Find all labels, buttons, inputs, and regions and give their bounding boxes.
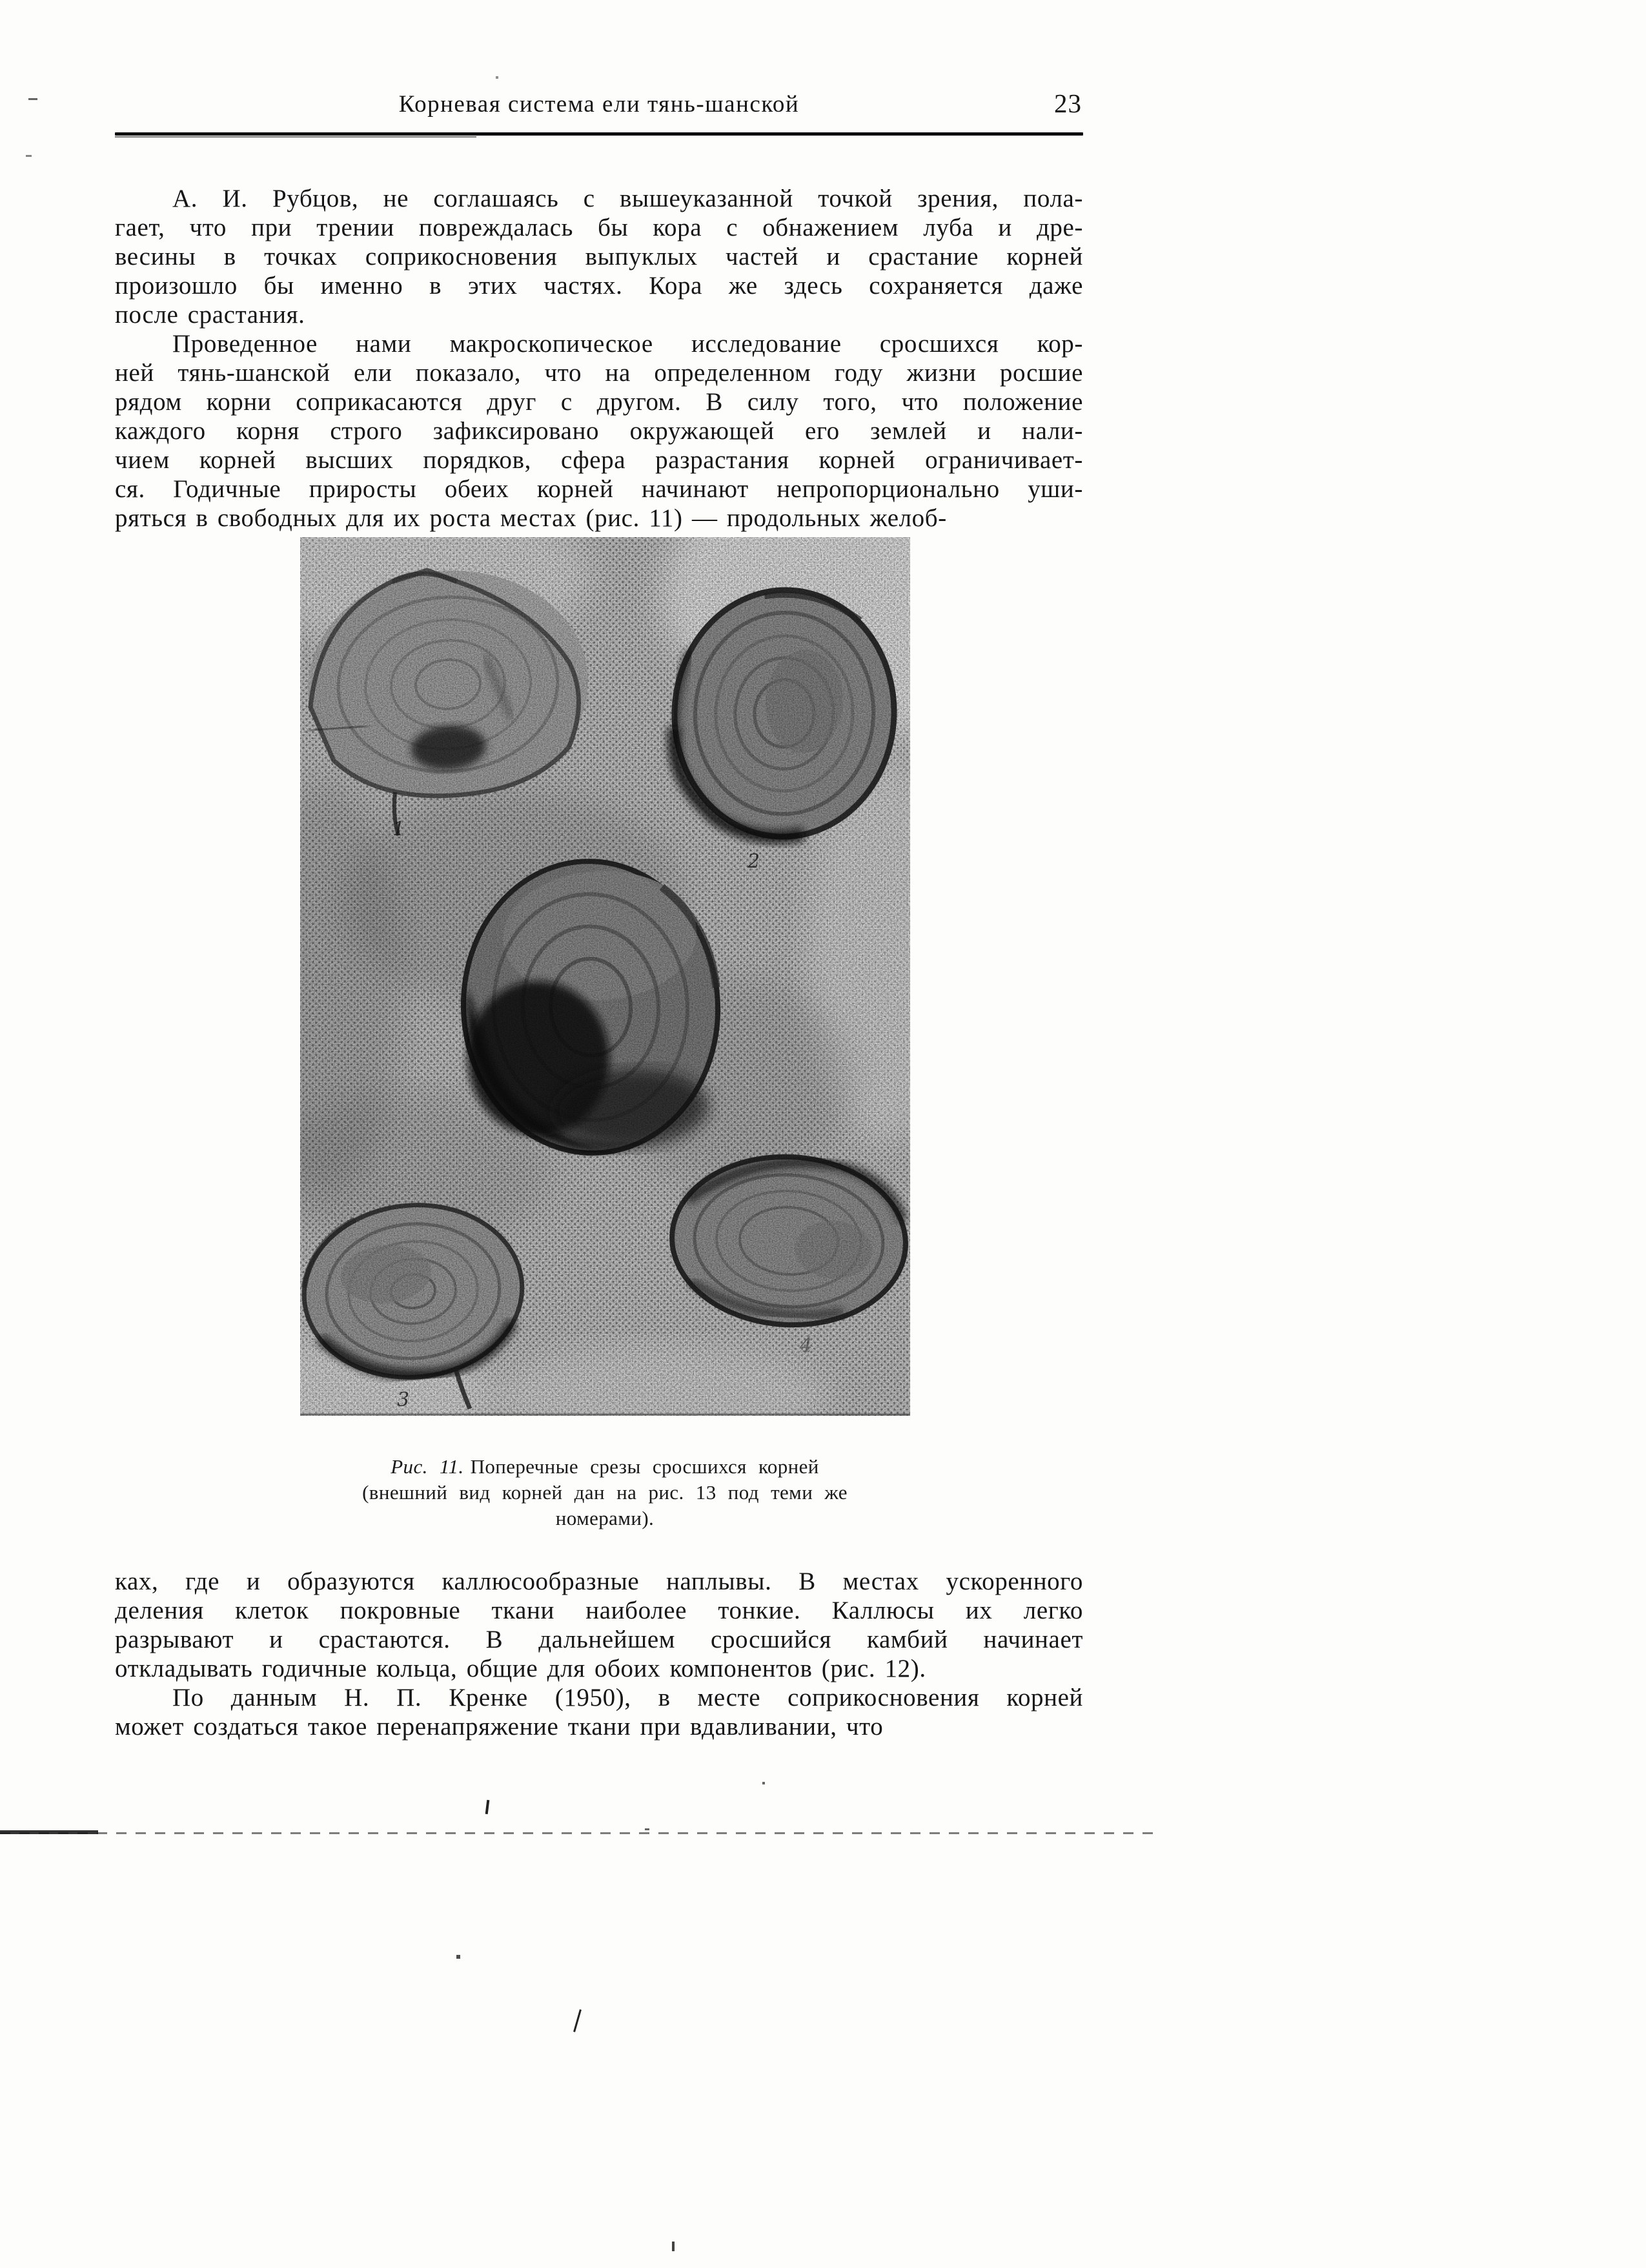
scan-artifact-margin-dash	[28, 98, 37, 100]
header-rule-echo	[115, 136, 476, 138]
paragraph-1	[115, 184, 1083, 329]
running-head	[115, 89, 1083, 120]
text-line: Проведенное нами макроскопическое исследование сросшихся кор-	[172, 330, 1083, 358]
text-line: весины в точках соприкосновения выпуклых частей и срастание корней	[115, 243, 1083, 271]
scan-artifact-speck	[496, 76, 498, 79]
text-line: рядом корни соприкасаются друг с другом. В силу того, что положение	[115, 388, 1083, 416]
figure-caption-text-2: (внешний вид корней дан на рис. 13 под теми же	[362, 1481, 848, 1504]
scan-artifact-speck	[645, 1828, 649, 1830]
paragraph-4	[115, 1683, 1083, 1741]
scan-artifact-margin-dash	[26, 155, 32, 157]
text-line: откладывать годичные кольца, общие для обоих компонентов (рис. 12).	[115, 1655, 926, 1682]
header-rule	[115, 132, 1083, 136]
photo-grain-overlay	[300, 537, 910, 1416]
scan-artifact-tick	[485, 1800, 490, 1814]
text-line: после срастания.	[115, 301, 305, 329]
figure-caption-text-1: Поперечные срезы сросшихся корней	[470, 1455, 819, 1478]
figure-caption-text-3: номерами).	[555, 1507, 655, 1529]
scan-artifact-backslash	[573, 2009, 582, 2032]
running-head-title: Корневая система ели тянь-шанской	[398, 91, 800, 117]
text-line: ся. Годичные приросты обеих корней начинают непропорционально уши-	[115, 475, 1083, 503]
text-line: ней тянь-шанской ели показало, что на определенном году жизни росшие	[115, 359, 1083, 387]
text-line: ках, где и образуются каллюсообразные наплывы. В местах ускоренного	[115, 1568, 1083, 1595]
text-line: ряться в свободных для их роста местах (рис. 11) — продольных желоб-	[115, 504, 947, 532]
text-line: может создаться такое перенапряжение ткани при вдавливании, что	[115, 1713, 884, 1741]
figure-caption-number: Рис. 11.	[391, 1455, 464, 1478]
figure-photo-root-cross-sections	[300, 537, 910, 1416]
scan-artifact-speck	[456, 1955, 460, 1959]
scan-artifact-dashed-line	[0, 1832, 1161, 1834]
scan-artifact-speck	[762, 1782, 765, 1784]
page-number: 23	[1054, 88, 1082, 118]
paragraph-3	[115, 1567, 1083, 1683]
text-line: деления клеток покровные ткани наиболее тонкие. Каллюсы их легко	[115, 1597, 1083, 1624]
text-line: А. И. Рубцов, не соглашаясь с вышеуказанной точкой зрения, пола-	[172, 185, 1083, 212]
paragraph-2	[115, 329, 1083, 533]
text-line: По данным Н. П. Кренке (1950), в месте соприкосновения корней	[172, 1684, 1083, 1711]
figure-caption	[310, 1454, 900, 1531]
text-line: разрывают и срастаются. В дальнейшем сросшийся камбий начинает	[115, 1626, 1083, 1653]
text-line: гает, что при трении повреждалась бы кора с обнажением луба и дре-	[115, 214, 1083, 241]
text-line: произошло бы именно в этих частях. Кора же здесь сохраняется даже	[115, 272, 1083, 300]
text-line: каждого корня строго зафиксировано окружающей его землей и нали-	[115, 417, 1083, 445]
text-line: чием корней высших порядков, сфера разрастания корней ограничивает-	[115, 446, 1083, 474]
scan-artifact-tick	[672, 2242, 675, 2251]
